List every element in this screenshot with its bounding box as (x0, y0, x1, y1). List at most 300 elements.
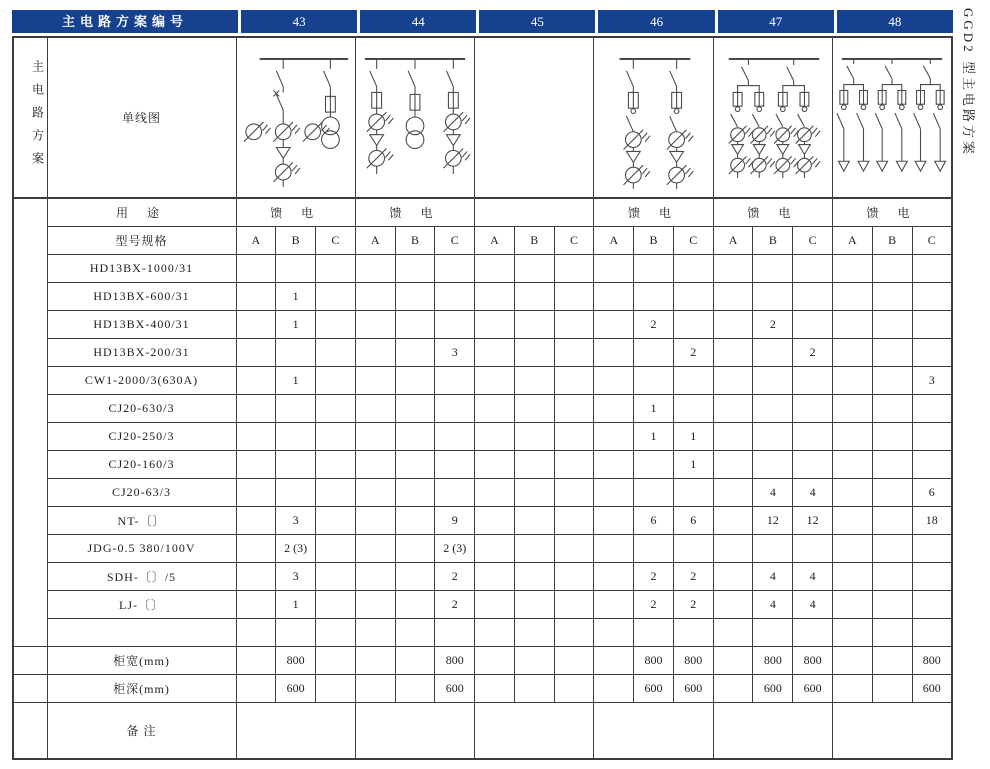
qty-cell: 1 (276, 283, 316, 311)
cabinet-depth-cell (713, 675, 753, 703)
qty-cell (355, 367, 395, 395)
cabinet-depth-cell: 600 (435, 675, 475, 703)
usage-cell: 馈 电 (832, 198, 952, 227)
qty-cell (514, 619, 554, 647)
qty-cell (355, 563, 395, 591)
qty-cell (634, 619, 674, 647)
qty-cell (276, 395, 316, 423)
left-spacer-cell (13, 198, 47, 647)
component-name: CJ20-160/3 (47, 451, 236, 479)
component-row (13, 507, 952, 535)
single-line-diagram-43 (238, 39, 354, 197)
qty-cell (634, 283, 674, 311)
component-row (13, 311, 952, 339)
qty-cell (912, 283, 952, 311)
qty-cell (316, 507, 356, 535)
qty-cell: 6 (634, 507, 674, 535)
phase-cell: C (912, 227, 952, 255)
qty-cell (554, 339, 594, 367)
qty-cell (435, 395, 475, 423)
qty-cell (355, 507, 395, 535)
qty-cell (713, 591, 753, 619)
qty-cell: 4 (793, 591, 833, 619)
cabinet-depth-cell (316, 675, 356, 703)
qty-cell (276, 451, 316, 479)
qty-cell (872, 507, 912, 535)
component-name: HD13BX-1000/31 (47, 255, 236, 283)
qty-cell (872, 367, 912, 395)
qty-cell (872, 535, 912, 563)
qty-cell (236, 311, 276, 339)
page-side-title: GGD2 型主电路方案 (961, 8, 976, 157)
qty-cell (832, 339, 872, 367)
qty-cell (634, 367, 674, 395)
qty-cell (355, 283, 395, 311)
qty-cell (514, 451, 554, 479)
component-row (13, 563, 952, 591)
qty-cell (435, 479, 475, 507)
qty-cell: 1 (276, 311, 316, 339)
qty-cell (514, 311, 554, 339)
cabinet-width-cell (475, 647, 515, 675)
qty-cell (713, 451, 753, 479)
qty-cell (594, 255, 634, 283)
qty-cell (236, 507, 276, 535)
qty-cell (355, 591, 395, 619)
qty-cell (554, 451, 594, 479)
qty-cell (713, 255, 753, 283)
diagram-row (13, 37, 952, 198)
scheme-number-cell: 43 (241, 10, 357, 33)
qty-cell (316, 255, 356, 283)
qty-cell (832, 451, 872, 479)
qty-cell (316, 283, 356, 311)
qty-cell (475, 367, 515, 395)
remark-cell (475, 703, 594, 760)
qty-cell (236, 283, 276, 311)
component-name: CW1-2000/3(630A) (47, 367, 236, 395)
qty-cell (793, 619, 833, 647)
component-name: HD13BX-200/31 (47, 339, 236, 367)
qty-cell: 3 (435, 339, 475, 367)
component-name: HD13BX-400/31 (47, 311, 236, 339)
cabinet-depth-row (13, 675, 952, 703)
qty-cell (832, 395, 872, 423)
qty-cell (236, 479, 276, 507)
qty-cell (395, 563, 435, 591)
qty-cell (435, 451, 475, 479)
qty-cell (594, 423, 634, 451)
component-name (47, 619, 236, 647)
qty-cell (475, 507, 515, 535)
qty-cell (316, 395, 356, 423)
qty-cell (912, 619, 952, 647)
qty-cell (912, 563, 952, 591)
cabinet-width-cell: 800 (912, 647, 952, 675)
qty-cell (236, 339, 276, 367)
qty-cell (435, 283, 475, 311)
single-line-diagram-cell-47 (713, 37, 832, 198)
phase-cell: A (475, 227, 515, 255)
single-line-diagram-46 (596, 39, 712, 197)
qty-cell (753, 367, 793, 395)
qty-cell (872, 283, 912, 311)
qty-cell (435, 619, 475, 647)
qty-cell (713, 283, 753, 311)
phase-cell: A (594, 227, 634, 255)
cabinet-depth-cell (395, 675, 435, 703)
remark-cell (832, 703, 952, 760)
qty-cell: 1 (634, 423, 674, 451)
qty-cell (872, 591, 912, 619)
component-row (13, 395, 952, 423)
qty-cell (673, 255, 713, 283)
cabinet-width-cell (832, 647, 872, 675)
qty-cell: 1 (276, 591, 316, 619)
qty-cell (753, 535, 793, 563)
usage-row-label: 用 途 (47, 198, 236, 227)
single-line-diagram-47 (715, 39, 831, 197)
qty-cell (475, 283, 515, 311)
qty-cell (475, 395, 515, 423)
qty-cell (793, 395, 833, 423)
qty-cell (236, 619, 276, 647)
qty-cell (753, 423, 793, 451)
single-line-diagram-cell-46 (594, 37, 713, 198)
phase-cell: C (554, 227, 594, 255)
qty-cell (872, 339, 912, 367)
qty-cell (912, 395, 952, 423)
qty-cell (236, 591, 276, 619)
phase-cell: B (872, 227, 912, 255)
qty-cell (316, 591, 356, 619)
qty-cell (753, 395, 793, 423)
qty-cell (236, 451, 276, 479)
cabinet-width-cell: 800 (276, 647, 316, 675)
cabinet-depth-cell: 600 (276, 675, 316, 703)
qty-cell (475, 563, 515, 591)
qty-cell (832, 423, 872, 451)
qty-cell: 2 (673, 591, 713, 619)
left-spacer-cell (13, 647, 47, 675)
usage-cell: 馈 电 (355, 198, 474, 227)
remark-cell (355, 703, 474, 760)
cabinet-depth-cell (872, 675, 912, 703)
qty-cell (276, 619, 316, 647)
qty-cell: 4 (753, 479, 793, 507)
qty-cell (753, 255, 793, 283)
qty-cell (912, 535, 952, 563)
phase-cell: B (395, 227, 435, 255)
left-spacer-cell (13, 675, 47, 703)
qty-cell (435, 311, 475, 339)
qty-cell (832, 507, 872, 535)
qty-cell (236, 423, 276, 451)
qty-cell (673, 311, 713, 339)
spec-row-label: 型号规格 (47, 227, 236, 255)
qty-cell (594, 479, 634, 507)
qty-cell (435, 423, 475, 451)
single-line-diagram-cell-48 (832, 37, 952, 198)
qty-cell (355, 255, 395, 283)
spec-table-body (13, 37, 952, 759)
qty-cell (316, 367, 356, 395)
phase-cell: B (634, 227, 674, 255)
qty-cell (713, 367, 753, 395)
qty-cell (276, 479, 316, 507)
qty-cell (713, 619, 753, 647)
component-row (13, 423, 952, 451)
qty-cell (276, 423, 316, 451)
qty-cell (713, 507, 753, 535)
component-row (13, 535, 952, 563)
qty-cell (395, 535, 435, 563)
qty-cell (554, 535, 594, 563)
component-row (13, 339, 952, 367)
remark-cell (594, 703, 713, 760)
qty-cell (912, 451, 952, 479)
qty-cell (713, 479, 753, 507)
qty-cell (594, 451, 634, 479)
qty-cell (514, 591, 554, 619)
qty-cell (673, 283, 713, 311)
component-name: CJ20-630/3 (47, 395, 236, 423)
cabinet-width-cell (872, 647, 912, 675)
qty-cell (594, 283, 634, 311)
qty-cell (554, 507, 594, 535)
qty-cell (395, 507, 435, 535)
qty-cell (713, 311, 753, 339)
qty-cell: 2 (435, 591, 475, 619)
qty-cell (594, 367, 634, 395)
qty-cell (594, 563, 634, 591)
qty-cell (276, 339, 316, 367)
qty-cell (793, 283, 833, 311)
qty-cell: 2 (3) (435, 535, 475, 563)
qty-cell (793, 423, 833, 451)
qty-cell: 2 (634, 591, 674, 619)
qty-cell (832, 311, 872, 339)
qty-cell (316, 311, 356, 339)
cabinet-depth-cell: 600 (634, 675, 674, 703)
left-side-label: 主电路方案 (13, 37, 47, 198)
component-row (13, 479, 952, 507)
qty-cell (514, 479, 554, 507)
cabinet-width-label: 柜宽(mm) (47, 647, 236, 675)
qty-cell (316, 479, 356, 507)
qty-cell: 4 (753, 563, 793, 591)
usage-cell: 馈 电 (713, 198, 832, 227)
qty-cell (793, 451, 833, 479)
qty-cell (395, 619, 435, 647)
qty-cell (475, 451, 515, 479)
diagram-row-label: 单线图 (47, 37, 236, 198)
qty-cell (594, 591, 634, 619)
usage-cell (475, 198, 594, 227)
qty-cell (832, 563, 872, 591)
qty-cell (514, 283, 554, 311)
qty-cell (594, 339, 634, 367)
qty-cell (912, 255, 952, 283)
phase-cell: B (514, 227, 554, 255)
cabinet-width-cell: 800 (753, 647, 793, 675)
cabinet-depth-cell (832, 675, 872, 703)
left-spacer-cell (13, 703, 47, 760)
qty-cell (554, 423, 594, 451)
qty-cell (236, 535, 276, 563)
qty-cell (554, 563, 594, 591)
cabinet-width-cell (713, 647, 753, 675)
qty-cell (514, 423, 554, 451)
qty-cell (832, 283, 872, 311)
cabinet-width-cell (514, 647, 554, 675)
qty-cell (673, 395, 713, 423)
phase-cell: A (832, 227, 872, 255)
qty-cell (395, 255, 435, 283)
qty-cell (832, 367, 872, 395)
qty-cell (236, 367, 276, 395)
qty-cell (395, 311, 435, 339)
qty-cell (395, 339, 435, 367)
qty-cell (355, 619, 395, 647)
qty-cell: 3 (912, 367, 952, 395)
cabinet-width-cell (316, 647, 356, 675)
cabinet-width-cell: 800 (634, 647, 674, 675)
qty-cell (355, 423, 395, 451)
qty-cell (316, 339, 356, 367)
qty-cell: 2 (793, 339, 833, 367)
qty-cell (395, 395, 435, 423)
qty-cell (912, 339, 952, 367)
qty-cell (475, 423, 515, 451)
qty-cell (554, 255, 594, 283)
phase-cell: C (435, 227, 475, 255)
qty-cell (554, 479, 594, 507)
cabinet-width-cell (594, 647, 634, 675)
cabinet-depth-cell (594, 675, 634, 703)
cabinet-depth-cell: 600 (753, 675, 793, 703)
qty-cell (753, 451, 793, 479)
qty-cell (673, 367, 713, 395)
qty-cell (236, 395, 276, 423)
single-line-diagram-cell-45 (475, 37, 594, 198)
qty-cell (713, 535, 753, 563)
qty-cell (634, 535, 674, 563)
component-name: CJ20-250/3 (47, 423, 236, 451)
qty-cell (832, 619, 872, 647)
qty-cell (832, 535, 872, 563)
qty-cell (395, 591, 435, 619)
qty-cell (475, 255, 515, 283)
spec-table (12, 36, 953, 760)
qty-cell (355, 395, 395, 423)
single-line-diagram-cell-43 (236, 37, 355, 198)
qty-cell (236, 563, 276, 591)
qty-cell: 2 (673, 563, 713, 591)
qty-cell: 2 (634, 563, 674, 591)
cabinet-depth-cell: 600 (912, 675, 952, 703)
phase-cell: A (236, 227, 276, 255)
cabinet-width-cell: 800 (435, 647, 475, 675)
qty-cell (872, 563, 912, 591)
qty-cell (634, 255, 674, 283)
qty-cell (594, 619, 634, 647)
qty-cell (475, 339, 515, 367)
qty-cell (912, 591, 952, 619)
cabinet-depth-cell: 600 (673, 675, 713, 703)
component-name: HD13BX-600/31 (47, 283, 236, 311)
qty-cell (475, 535, 515, 563)
qty-cell (395, 423, 435, 451)
qty-cell (316, 535, 356, 563)
qty-cell: 12 (793, 507, 833, 535)
component-name: SDH-〔〕/5 (47, 563, 236, 591)
component-row (13, 283, 952, 311)
single-line-diagram-cell-44 (355, 37, 474, 198)
qty-cell: 2 (3) (276, 535, 316, 563)
cabinet-width-row (13, 647, 952, 675)
component-name: JDG-0.5 380/100V (47, 535, 236, 563)
component-name: NT-〔〕 (47, 507, 236, 535)
qty-cell (395, 479, 435, 507)
qty-cell (355, 535, 395, 563)
qty-cell (872, 255, 912, 283)
usage-cell: 馈 电 (594, 198, 713, 227)
cabinet-depth-cell (554, 675, 594, 703)
qty-cell (872, 311, 912, 339)
component-row (13, 367, 952, 395)
qty-cell (872, 619, 912, 647)
qty-cell: 6 (912, 479, 952, 507)
component-row (13, 619, 952, 647)
qty-cell (872, 451, 912, 479)
qty-cell (594, 395, 634, 423)
qty-cell (276, 255, 316, 283)
qty-cell: 6 (673, 507, 713, 535)
qty-cell: 1 (276, 367, 316, 395)
qty-cell (395, 367, 435, 395)
qty-cell (236, 255, 276, 283)
qty-cell (316, 619, 356, 647)
usage-cell: 馈 电 (236, 198, 355, 227)
single-line-diagram-44 (357, 39, 473, 197)
qty-cell (355, 339, 395, 367)
qty-cell (872, 479, 912, 507)
qty-cell (793, 535, 833, 563)
qty-cell (554, 367, 594, 395)
cabinet-width-cell (236, 647, 276, 675)
component-name: LJ-〔〕 (47, 591, 236, 619)
qty-cell (554, 283, 594, 311)
qty-cell (594, 535, 634, 563)
qty-cell: 2 (634, 311, 674, 339)
qty-cell: 1 (634, 395, 674, 423)
qty-cell (475, 591, 515, 619)
qty-cell (753, 339, 793, 367)
component-name: CJ20-63/3 (47, 479, 236, 507)
remark-cell (713, 703, 832, 760)
qty-cell: 2 (435, 563, 475, 591)
phase-cell: A (713, 227, 753, 255)
cabinet-depth-label: 柜深(mm) (47, 675, 236, 703)
qty-cell (395, 451, 435, 479)
qty-cell (912, 311, 952, 339)
qty-cell (316, 563, 356, 591)
qty-cell: 4 (753, 591, 793, 619)
scheme-number-cell: 45 (479, 10, 595, 33)
cabinet-depth-cell (236, 675, 276, 703)
qty-cell: 4 (793, 563, 833, 591)
